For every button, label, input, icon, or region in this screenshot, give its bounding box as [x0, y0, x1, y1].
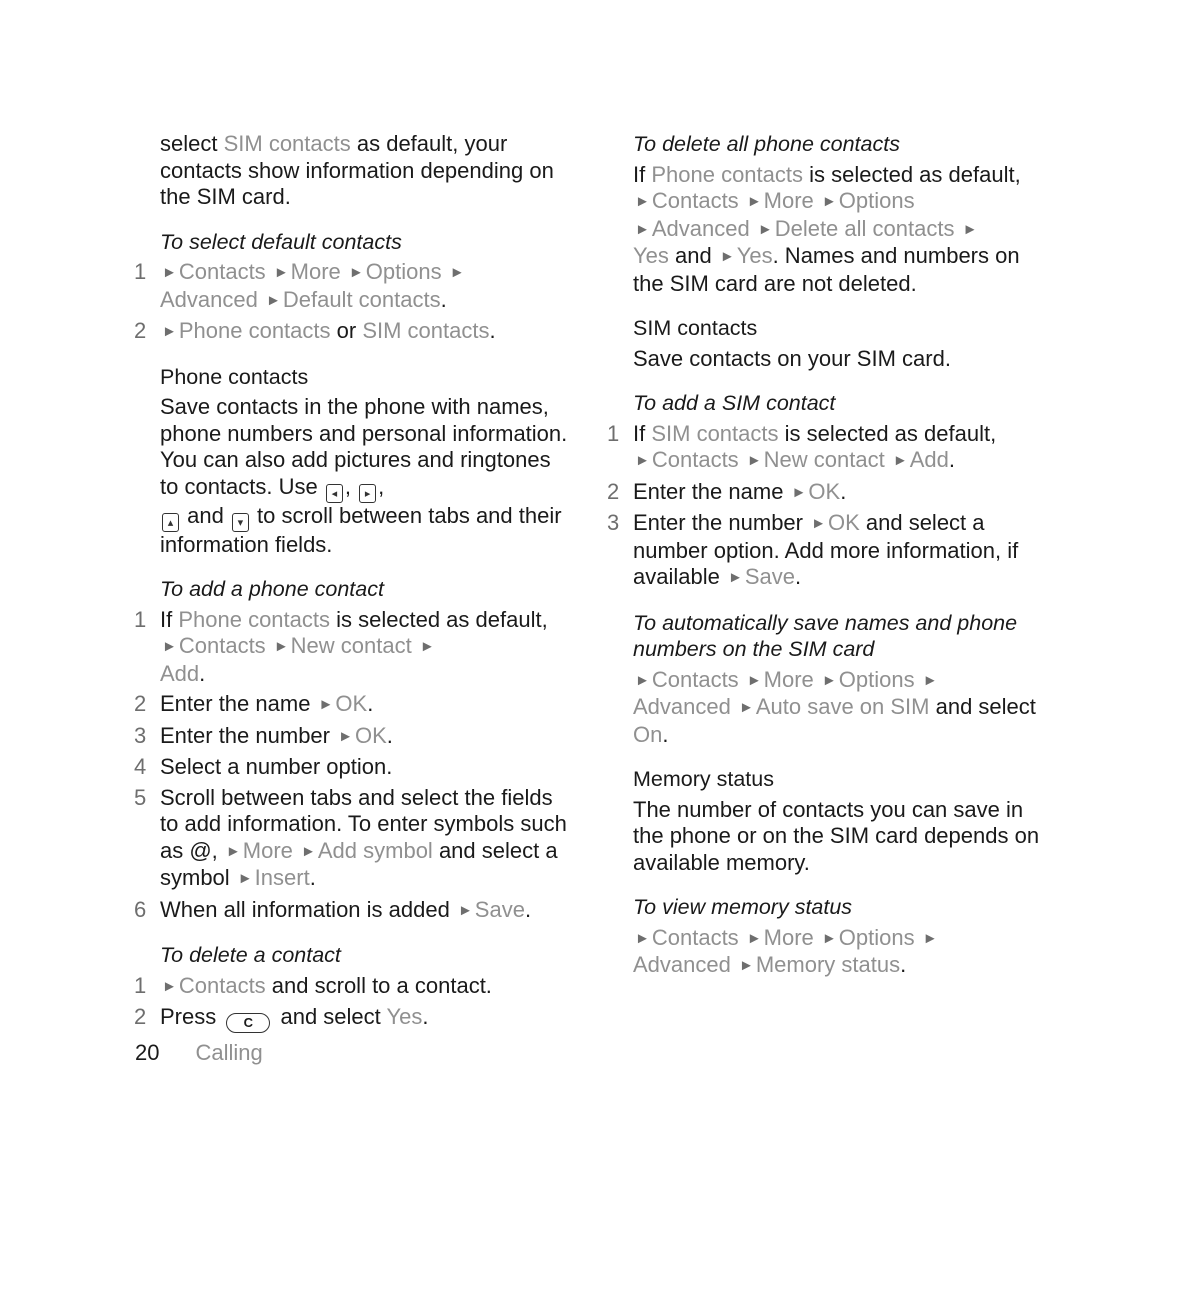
arrow-icon: ►	[635, 929, 650, 947]
arrow-icon: ►	[791, 483, 807, 501]
nav-right-key-icon: ▸	[359, 484, 376, 503]
arrow-icon: ►	[237, 870, 253, 887]
add-phone-contact-section	[134, 576, 575, 924]
arrow-icon: ►	[162, 323, 177, 340]
step-1: 1 If Phone contacts is selected as default, ►Contacts ►New contact ► Add.	[134, 606, 548, 686]
step-3: 3 Enter the number ►OK.	[134, 722, 393, 748]
step-6: 6 When all information is added ►Save.	[134, 896, 532, 922]
arrow-icon: ►	[338, 727, 353, 745]
arrow-icon: ►	[273, 264, 289, 281]
arrow-icon: ►	[746, 671, 762, 689]
arrow-icon: ►	[635, 220, 650, 238]
view-memory-text: ►Contacts ►More ►Options ► Advanced ►Memory status.	[633, 924, 938, 977]
intro-paragraph: select SIM contacts as default, your contacts show information depending on the SIM card.	[160, 131, 554, 209]
step-1: 1 ►Contacts and scroll to a contact.	[134, 972, 492, 998]
arrow-icon: ►	[746, 452, 762, 469]
arrow-icon: ►	[162, 264, 177, 281]
nav-up-key-icon: ▴	[162, 513, 179, 532]
add-sim-contact-section	[607, 390, 1053, 592]
auto-save-section	[633, 610, 1053, 749]
arrow-icon: ►	[318, 696, 334, 713]
section-heading: Memory status	[633, 767, 774, 791]
section-heading: To add a phone contact	[160, 577, 384, 601]
memory-status-section	[633, 766, 1053, 876]
section-heading: To delete a contact	[160, 943, 341, 967]
page-number: 20	[135, 1040, 160, 1065]
arrow-icon: ►	[811, 515, 826, 532]
delete-contact-section	[134, 942, 575, 1033]
step-5: 5 Scroll between tabs and select the fields to add information. To enter symbols such as @, ►More ►Add symbol and select a symbol ►Insert.	[134, 784, 567, 890]
step-4: 4 Select a number option.	[134, 754, 393, 779]
arrow-icon: ►	[962, 220, 978, 238]
c-key-icon: C	[226, 1013, 270, 1033]
arrow-icon: ►	[719, 248, 735, 265]
arrow-icon: ►	[738, 957, 754, 974]
section-heading: Phone contacts	[160, 364, 309, 389]
section-heading: SIM contacts	[633, 316, 758, 340]
arrow-icon: ►	[727, 569, 743, 586]
memory-status-text: The number of contacts you can save in the phone or on the SIM card depends on available memory.	[633, 796, 1040, 875]
step-2: 2 Enter the name ►OK.	[607, 478, 847, 504]
delete-all-section	[633, 131, 1053, 297]
section-heading: To add a SIM contact	[633, 391, 836, 415]
step-1: 1 If SIM contacts is selected as default, ►Contacts ►New contact ►Add.	[607, 420, 997, 472]
step-2: 2 ►Phone contacts or SIM contacts.	[134, 318, 496, 343]
arrow-icon: ►	[746, 929, 762, 947]
arrow-icon: ►	[922, 929, 938, 947]
arrow-icon: ►	[821, 193, 837, 210]
arrow-icon: ►	[162, 638, 177, 655]
left-column	[134, 131, 575, 1037]
arrow-icon: ►	[635, 671, 650, 689]
arrow-icon: ►	[348, 264, 364, 281]
arrow-icon: ►	[746, 193, 762, 210]
auto-save-text: ►Contacts ►More ►Options ► Advanced ►Auto save on SIM and select On.	[633, 666, 1036, 747]
step-2: 2 Press C and select Yes.	[160, 1004, 575, 1033]
sim-contacts-text: Save contacts on your SIM card.	[633, 345, 951, 371]
right-column	[607, 131, 1053, 980]
section-heading: To delete all phone contacts	[633, 132, 900, 156]
nav-down-key-icon: ▾	[232, 513, 249, 532]
arrow-icon: ►	[457, 901, 473, 919]
delete-all-text: If Phone contacts is selected as default, ►Contacts ►More ►Options ►Advanced ►Delete all contacts ► Yes and ►Yes. Names and numbers on the SIM card are not deleted.	[633, 161, 1021, 296]
phone-contacts-text: Save contacts in the phone with names, phone numbers and personal information. You can also add pictures and ringtones to contacts. Use ◂ , ▸ , ▴ and ▾ to scroll between tabs and their information fields.	[160, 394, 568, 557]
arrow-icon: ►	[892, 452, 908, 469]
arrow-icon: ►	[635, 452, 650, 469]
page-footer	[135, 1040, 263, 1066]
arrow-icon: ►	[922, 671, 938, 689]
arrow-icon: ►	[449, 264, 465, 281]
arrow-icon: ►	[273, 638, 289, 655]
section-heading: To select default contacts	[160, 229, 402, 254]
arrow-icon: ►	[265, 291, 281, 309]
view-memory-section	[633, 894, 1053, 980]
step-2: 2 Enter the name ►OK.	[134, 691, 374, 716]
arrow-icon: ►	[821, 671, 837, 689]
arrow-icon: ►	[821, 929, 837, 947]
section-heading: To view memory status	[633, 895, 853, 919]
arrow-icon: ►	[301, 842, 316, 860]
arrow-icon: ►	[162, 977, 177, 995]
arrow-icon: ►	[225, 842, 241, 860]
arrow-icon: ►	[635, 193, 650, 210]
step-3: 3 Enter the number ►OK and select a number option. Add more information, if available ►Save.	[607, 510, 1019, 589]
nav-left-key-icon: ◂	[326, 484, 343, 503]
arrow-icon: ►	[757, 220, 773, 238]
phone-contacts-section	[160, 364, 575, 559]
arrow-icon: ►	[419, 638, 435, 655]
section-heading: To automatically save names and phone numbers on the SIM card	[633, 610, 1018, 661]
select-default-section	[134, 229, 575, 346]
sim-contacts-section	[633, 315, 1053, 372]
section-name: Calling	[195, 1040, 263, 1065]
arrow-icon: ►	[738, 699, 754, 716]
step-1: 1 ►Contacts ►More ►Options ► Advanced ►Default contacts.	[134, 259, 465, 312]
